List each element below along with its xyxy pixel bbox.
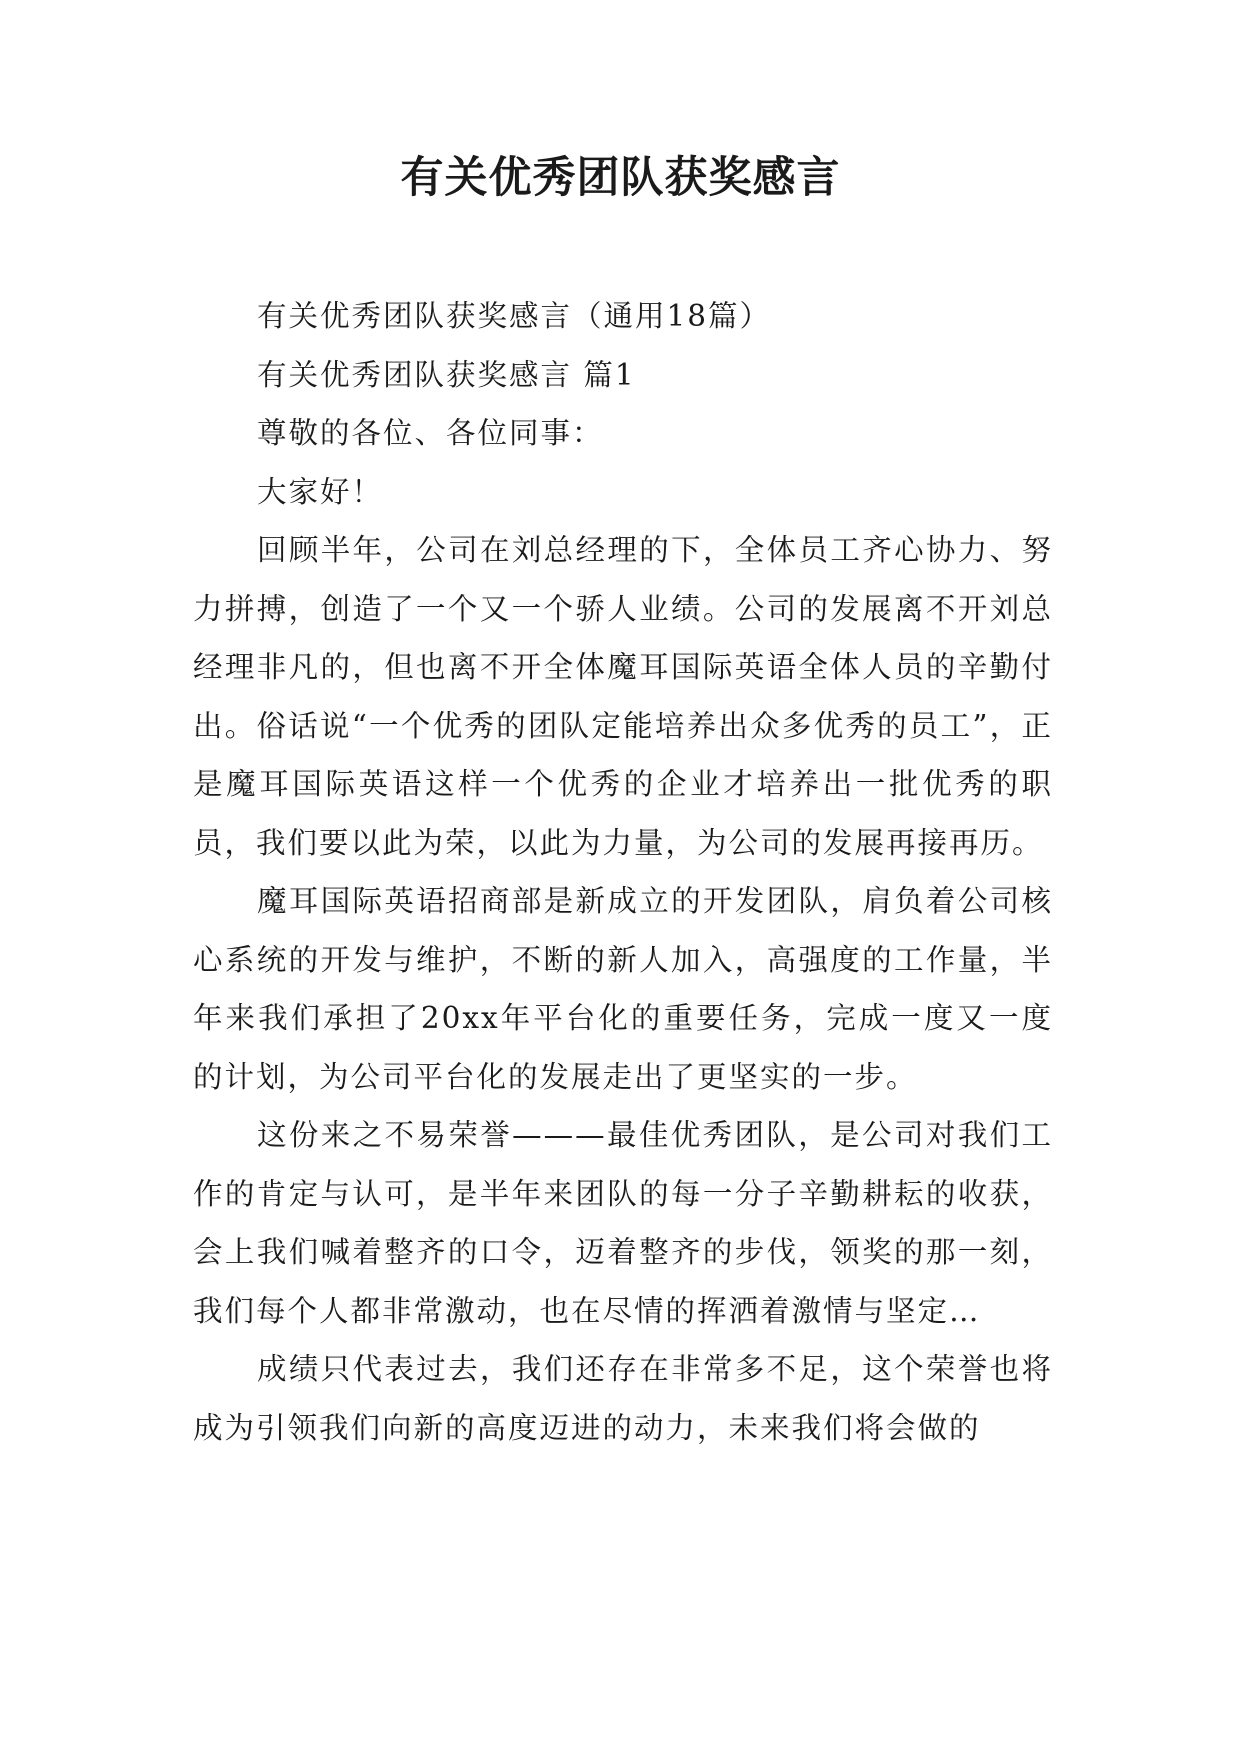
- paragraph-body-2: 魔耳国际英语招商部是新成立的开发团队，肩负着公司核心系统的开发与维护，不断的新人加入，高强度的工作量，半年来我们承担了20xx年平台化的重要任务，完成一度又一度的计划，为公司平台化的发展走出了更坚实的一步。: [193, 884, 1053, 1094]
- paragraph-section-heading: 有关优秀团队获奖感言 篇1: [257, 357, 636, 392]
- paragraph-greeting: 大家好！: [257, 474, 384, 509]
- paragraph-subtitle: 有关优秀团队获奖感言（通用18篇）: [257, 299, 772, 333]
- document-title: 有关优秀团队获奖感言: [400, 153, 841, 203]
- document-body: [193, 287, 1053, 1457]
- paragraph-body-3: 这份来之不易荣誉———最佳优秀团队，是公司对我们工作的肯定与认可，是半年来团队的每一分子辛勤耕耘的收获，会上我们喊着整齐的口令，迈着整齐的步伐，领奖的那一刻，我们每个人都非常激动，也在尽情的挥洒着激情与坚定…: [193, 1118, 1053, 1328]
- paragraph-body-4: 成绩只代表过去，我们还存在非常多不足，这个荣誉也将成为引领我们向新的高度迈进的动力，未来我们将会做的: [193, 1352, 1053, 1445]
- paragraph-salutation: 尊敬的各位、各位同事：: [257, 416, 604, 450]
- paragraph-body-1: 回顾半年，公司在刘总经理的下，全体员工齐心协力、努力拼搏，创造了一个又一个骄人业绩。公司的发展离不开刘总经理非凡的，但也离不开全体魔耳国际英语全体人员的辛勤付出。俗话说“一个优秀的团队定能培养出众多优秀的员工”，正是魔耳国际英语这样一个优秀的企业才培养出一批优秀的职员，我们要以此为荣，以此为力量，为公司的发展再接再历。: [193, 533, 1053, 860]
